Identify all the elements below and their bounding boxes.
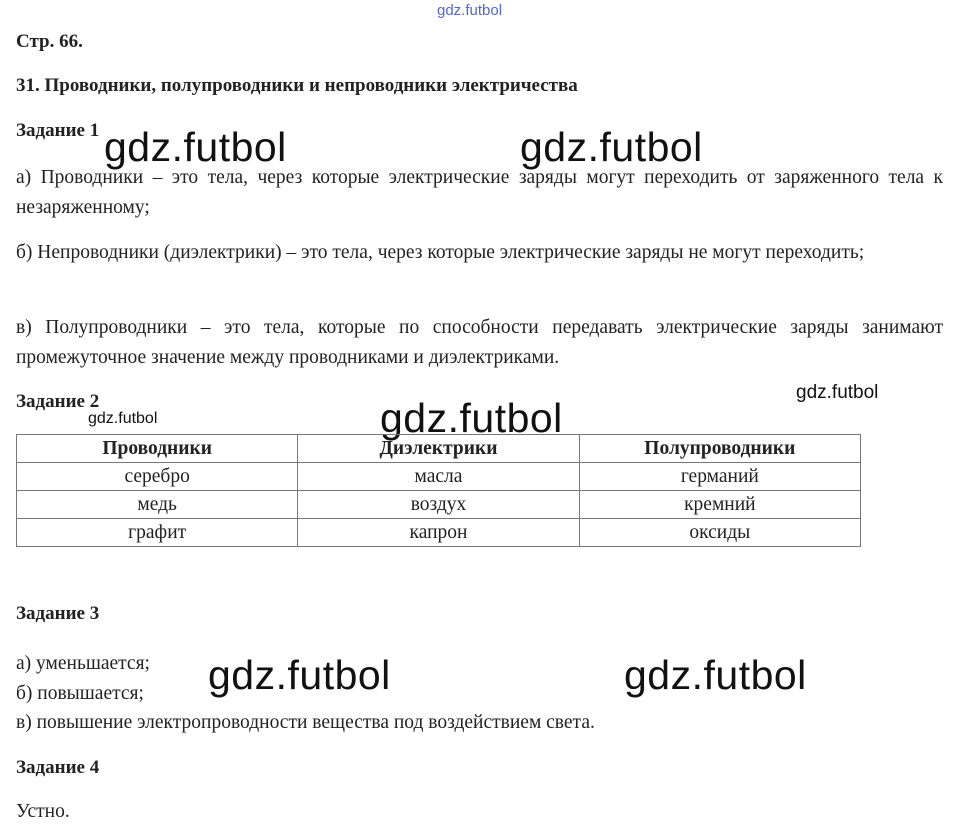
- table-row: [17, 463, 861, 491]
- table-header-row: [17, 435, 861, 463]
- task1-heading: Задание 1: [16, 120, 100, 141]
- watermark-small: gdz.futbol: [88, 410, 158, 427]
- table-cell: воздух: [298, 491, 579, 519]
- watermark-large: gdz.futbol: [380, 395, 563, 441]
- table-cell: медь: [17, 491, 298, 519]
- column-header-dielectrics: Диэлектрики: [298, 435, 579, 463]
- task4-answer: Устно.: [16, 801, 70, 822]
- watermark-large: gdz.futbol: [104, 124, 287, 170]
- table-cell: масла: [298, 463, 579, 491]
- task3-answer-b: б) повышается;: [16, 683, 144, 704]
- task3-heading: Задание 3: [16, 603, 100, 624]
- table-cell: графит: [17, 519, 298, 547]
- table-cell: оксиды: [579, 519, 860, 547]
- watermark-large: gdz.futbol: [520, 124, 703, 170]
- task1-answer-a: а) Проводники – это тела, через которые электрические заряды могут переходить от заряженного тела к незаряженному;: [16, 167, 943, 218]
- section-title: 31. Проводники, полупроводники и непроводники электричества: [16, 75, 578, 96]
- task1-answer-c: в) Полупроводники – это тела, которые по способности передавать электрические заряды занимают промежуточное значение между проводниками и диэлектриками.: [16, 317, 943, 368]
- table-row: [17, 491, 861, 519]
- task4-heading: Задание 4: [16, 757, 100, 778]
- watermark-small: gdz.futbol: [796, 382, 879, 403]
- column-header-conductors: Проводники: [17, 435, 298, 463]
- table-row: [17, 519, 861, 547]
- task1-answer-b: б) Непроводники (диэлектрики) – это тела, через которые электрические заряды не могут переходить;: [16, 242, 865, 263]
- watermark-top: gdz.futbol: [437, 2, 503, 19]
- page-reference: Стр. 66.: [16, 31, 83, 52]
- task2-heading: Задание 2: [16, 391, 100, 412]
- column-header-semiconductors: Полупроводники: [579, 435, 860, 463]
- watermark-large: gdz.futbol: [624, 652, 807, 698]
- watermark-large: gdz.futbol: [208, 652, 391, 698]
- table-cell: германий: [579, 463, 860, 491]
- task3-answer-c: в) повышение электропроводности вещества под воздействием света.: [16, 712, 595, 733]
- table-cell: серебро: [17, 463, 298, 491]
- table-cell: капрон: [298, 519, 579, 547]
- table-cell: кремний: [579, 491, 860, 519]
- materials-table: [16, 434, 861, 547]
- task3-answer-a: а) уменьшается;: [16, 653, 150, 674]
